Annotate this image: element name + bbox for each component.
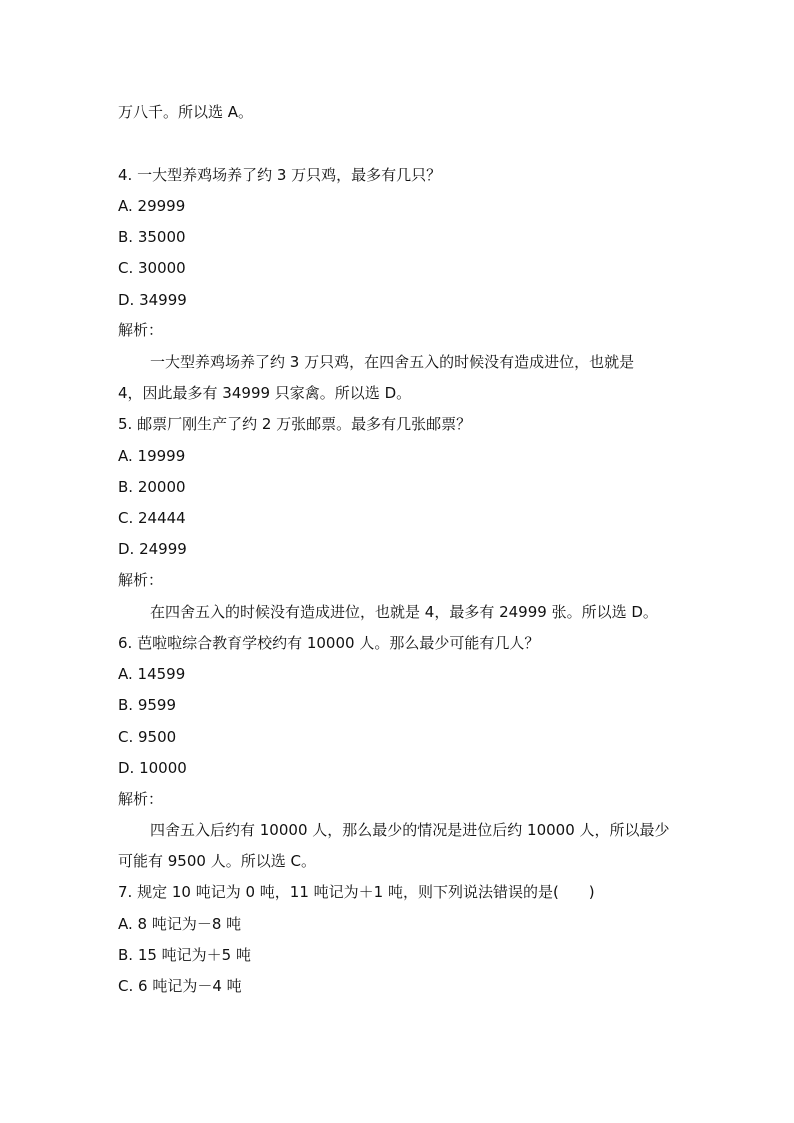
question-5: 5. 邮票厂刚生产了约 2 万张邮票。最多有几张邮票？ [118,415,472,433]
q4-option-b: B. 35000 [118,228,186,246]
q5-analysis-label: 解析： [118,571,164,589]
q5-option-b: B. 20000 [118,478,186,496]
q7-option-b: B. 15 吨记为＋5 吨 [118,946,251,964]
answer-continuation-q3: 万八千。所以选 A。 [118,103,254,121]
q4-analysis-line-2: 4，因此最多有 34999 只家禽。所以选 D。 [118,384,412,402]
q4-option-a: A. 29999 [118,197,186,215]
q4-analysis-line-1: 一大型养鸡场养了约 3 万只鸡，在四舍五入的时候没有造成进位，也就是 [150,353,635,371]
q6-option-c: C. 9500 [118,728,177,746]
q5-option-c: C. 24444 [118,509,186,527]
q5-option-d: D. 24999 [118,540,187,558]
q7-option-a: A. 8 吨记为－8 吨 [118,915,242,933]
q5-analysis-line-1: 在四舍五入的时候没有造成进位，也就是 4，最多有 24999 张。所以选 D。 [150,603,658,621]
q4-option-d: D. 34999 [118,291,187,309]
question-6: 6. 芭啦啦综合教育学校约有 10000 人。那么最少可能有几人？ [118,634,540,652]
q6-option-d: D. 10000 [118,759,187,777]
q6-analysis-line-1: 四舍五入后约有 10000 人，那么最少的情况是进位后约 10000 人，所以最少 [150,821,670,839]
q4-option-c: C. 30000 [118,259,186,277]
q5-option-a: A. 19999 [118,447,186,465]
q6-analysis-label: 解析： [118,790,164,808]
q6-option-b: B. 9599 [118,696,177,714]
q4-analysis-label: 解析： [118,321,164,339]
q7-option-c: C. 6 吨记为－4 吨 [118,977,242,995]
question-4: 4. 一大型养鸡场养了约 3 万只鸡，最多有几只？ [118,166,442,184]
question-7: 7. 规定 10 吨记为 0 吨，11 吨记为＋1 吨，则下列说法错误的是( ) [118,883,595,901]
q6-option-a: A. 14599 [118,665,186,683]
q6-analysis-line-2: 可能有 9500 人。所以选 C。 [118,852,316,870]
